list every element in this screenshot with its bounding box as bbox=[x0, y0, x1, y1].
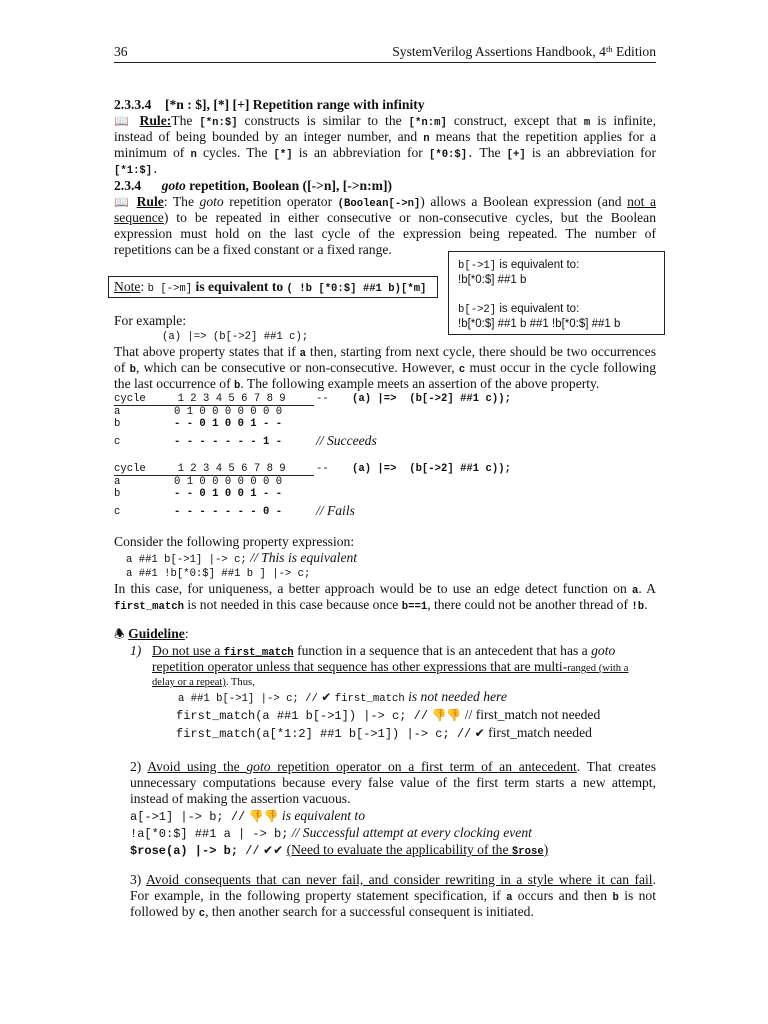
guideline-1-example-2: first_match(a ##1 b[->1]) |-> c; // 👎👎 // first_match not needed bbox=[176, 707, 601, 723]
guideline-1-line-2: repetition operator unless that sequence has other expressions that are multi-ranged (with a bbox=[152, 659, 629, 674]
guideline-2-example-2: !a[*0:$] ##1 a | -> b; // Successful attempt at every clocking event bbox=[130, 825, 532, 841]
book-icon: 📖 bbox=[114, 114, 133, 128]
goto-rule-line-1: 📖 Rule: The goto repetition operator (Boolean[->n]) allows a Boolean expression (and not a bbox=[114, 194, 657, 210]
guideline-2-line-1: 2) Avoid using the goto repetition operator on a first term of an antecedent. That creates bbox=[130, 759, 656, 774]
example-para-line-1: That above property states that if a then, starting from next cycle, there should be two occurrences bbox=[114, 344, 656, 360]
rule-paragraph-line-4: [*1:$]. bbox=[114, 165, 159, 177]
box-line-4: !b[*0:$] ##1 b ##1 !b[*0:$] ##1 b bbox=[458, 318, 621, 330]
section-heading-234: 2.3.4 goto repetition, Boolean ([->n], [->n:m]) bbox=[114, 178, 393, 193]
consider-para-line-1: In this case, for uniqueness, a better approach would be to use an edge detect function on a. A bbox=[114, 581, 656, 597]
guideline-1-example-3: first_match(a[*1:2] ##1 b[->1]) |-> c; // ✔ first_match needed bbox=[176, 725, 592, 741]
section-heading-2334: 2.3.3.4 [*n : $], [*] [+] Repetition range with infinity bbox=[114, 97, 425, 112]
page-header bbox=[114, 44, 656, 63]
example-para-line-3: the last occurrence of b. The following example meets an assertion of the above property. bbox=[114, 376, 600, 392]
guideline-2-line-2: unnecessary computations because every false value of the first term starts a new attempt, bbox=[130, 775, 656, 790]
rule-paragraph-line-3: minimum of n cycles. The [*] is an abbreviation for [*0:$]. The [+] is an abbreviation for bbox=[114, 145, 656, 161]
wave2-row-c: - - - - - - - 0 - bbox=[174, 506, 283, 518]
guideline-3-line-1: 3) Avoid consequents that can never fail, and consider rewriting in a style where it can fail. bbox=[130, 872, 656, 887]
wave2-property: (a) |=> (b[->2] ##1 c)); bbox=[352, 463, 511, 475]
consider-intro: Consider the following property expression: bbox=[114, 534, 355, 549]
wave1-result: // Succeeds bbox=[316, 433, 377, 448]
box-line-2: !b[*0:$] ##1 b bbox=[458, 274, 527, 286]
rule-paragraph-line-2: instead of being bounded by an integer number, and n means that the repetition applies for a bbox=[114, 129, 656, 145]
wave1-property: (a) |=> (b[->2] ##1 c)); bbox=[352, 393, 511, 405]
guideline-heading: 🕭 Guideline: bbox=[114, 626, 189, 641]
guideline-1-line-1: Do not use a first_match function in a sequence that is an antecedent that has a goto bbox=[152, 643, 616, 659]
rule-paragraph-line-1: 📖 Rule:The [*n:$] constructs is similar to the [*n:m] construct, except that m is infinite, bbox=[114, 113, 656, 129]
guideline-1-example-1: a ##1 b[->1] |-> c; // ✔ first_match is not needed here bbox=[178, 689, 507, 705]
page-number: 36 bbox=[114, 44, 128, 59]
wave1-header: cycle 1 2 3 4 5 6 7 8 9 bbox=[114, 393, 286, 405]
check-icon: ✔✔ bbox=[263, 843, 284, 857]
thumbs-down-icon: 👎👎 bbox=[431, 708, 462, 722]
wave1-row-a: 0 1 0 0 0 0 0 0 0 bbox=[174, 406, 283, 418]
guideline-1-number: 1) bbox=[130, 643, 142, 658]
wave2-result: // Fails bbox=[316, 503, 355, 518]
box-line-3: b[->2] is equivalent to: bbox=[458, 303, 580, 316]
guideline-2-line-3: instead of making the assertion vacuous. bbox=[130, 791, 351, 806]
example-intro: For example: bbox=[114, 313, 187, 328]
wave2-dashes: -- bbox=[316, 463, 329, 475]
wave1-row-c-name: c bbox=[114, 436, 121, 448]
wave1-row-c: - - - - - - - 1 - bbox=[174, 436, 283, 448]
bell-icon: 🕭 bbox=[114, 627, 125, 641]
note-text: Note: b [->m] is equivalent to ( !b [*0:$] ##1 b)[*m] bbox=[114, 279, 427, 295]
wave2-row-b: - - 0 1 0 0 1 - - bbox=[174, 488, 283, 500]
book-title: SystemVerilog Assertions Handbook, 4th Edition bbox=[392, 44, 656, 59]
goto-rule-line-3: expression must hold on the last cycle of the expression being repeated. The number of bbox=[114, 226, 656, 241]
wave2-header: cycle 1 2 3 4 5 6 7 8 9 bbox=[114, 463, 286, 475]
guideline-3-line-2: For example, in the following property statement specification, if a occurs and then b is not bbox=[130, 888, 657, 904]
example-code: (a) |=> (b[->2] ##1 c); bbox=[162, 331, 309, 343]
consider-code-2: a ##1 !b[*0:$] ##1 b ] |-> c; bbox=[126, 568, 311, 580]
check-icon: ✔ bbox=[474, 726, 485, 740]
check-icon: ✔ bbox=[321, 690, 332, 704]
thumbs-down-icon: 👎👎 bbox=[248, 809, 279, 823]
guideline-1-line-3: delay or a repeat). Thus, bbox=[152, 677, 255, 688]
wave1-row-a-name: a bbox=[114, 406, 121, 418]
wave2-row-a: 0 1 0 0 0 0 0 0 0 bbox=[174, 476, 283, 488]
goto-rule-line-4: repetitions can be a fixed constant or a fixed range. bbox=[114, 242, 392, 257]
wave1-dashes: -- bbox=[316, 393, 329, 405]
wave2-row-a-name: a bbox=[114, 476, 121, 488]
wave2-row-b-name: b bbox=[114, 488, 121, 500]
guideline-3-line-3: followed by c, then another search for a successful consequent is initiated. bbox=[130, 904, 534, 920]
wave1-row-b-name: b bbox=[114, 418, 121, 430]
consider-para-line-2: first_match is not needed in this case because once b==1, there could not be another thread of !b. bbox=[114, 597, 648, 613]
note-box bbox=[108, 276, 438, 298]
guideline-2-example-3: $rose(a) |-> b; // ✔✔ (Need to evaluate the applicability of the $rose) bbox=[130, 842, 549, 858]
book-icon: 📖 bbox=[114, 195, 132, 209]
goto-rule-line-2: sequence) to be repeated in either consecutive or non-consecutive cycles, but the Boolean bbox=[114, 210, 656, 225]
consider-code-1: a ##1 b[->1] |-> c; // This is equivalent bbox=[126, 550, 358, 566]
guideline-2-example-1: a[->1] |-> b; // 👎👎 is equivalent to bbox=[130, 808, 365, 824]
wave1-row-b: - - 0 1 0 0 1 - - bbox=[174, 418, 283, 430]
example-para-line-2: of b, which can be consecutive or non-consecutive. However, c must occur in the cycle following bbox=[114, 360, 656, 376]
wave2-row-c-name: c bbox=[114, 506, 121, 518]
equivalence-box bbox=[448, 251, 665, 335]
rule-label: Rule: bbox=[139, 113, 172, 128]
box-line-1: b[->1] is equivalent to: bbox=[458, 259, 580, 272]
